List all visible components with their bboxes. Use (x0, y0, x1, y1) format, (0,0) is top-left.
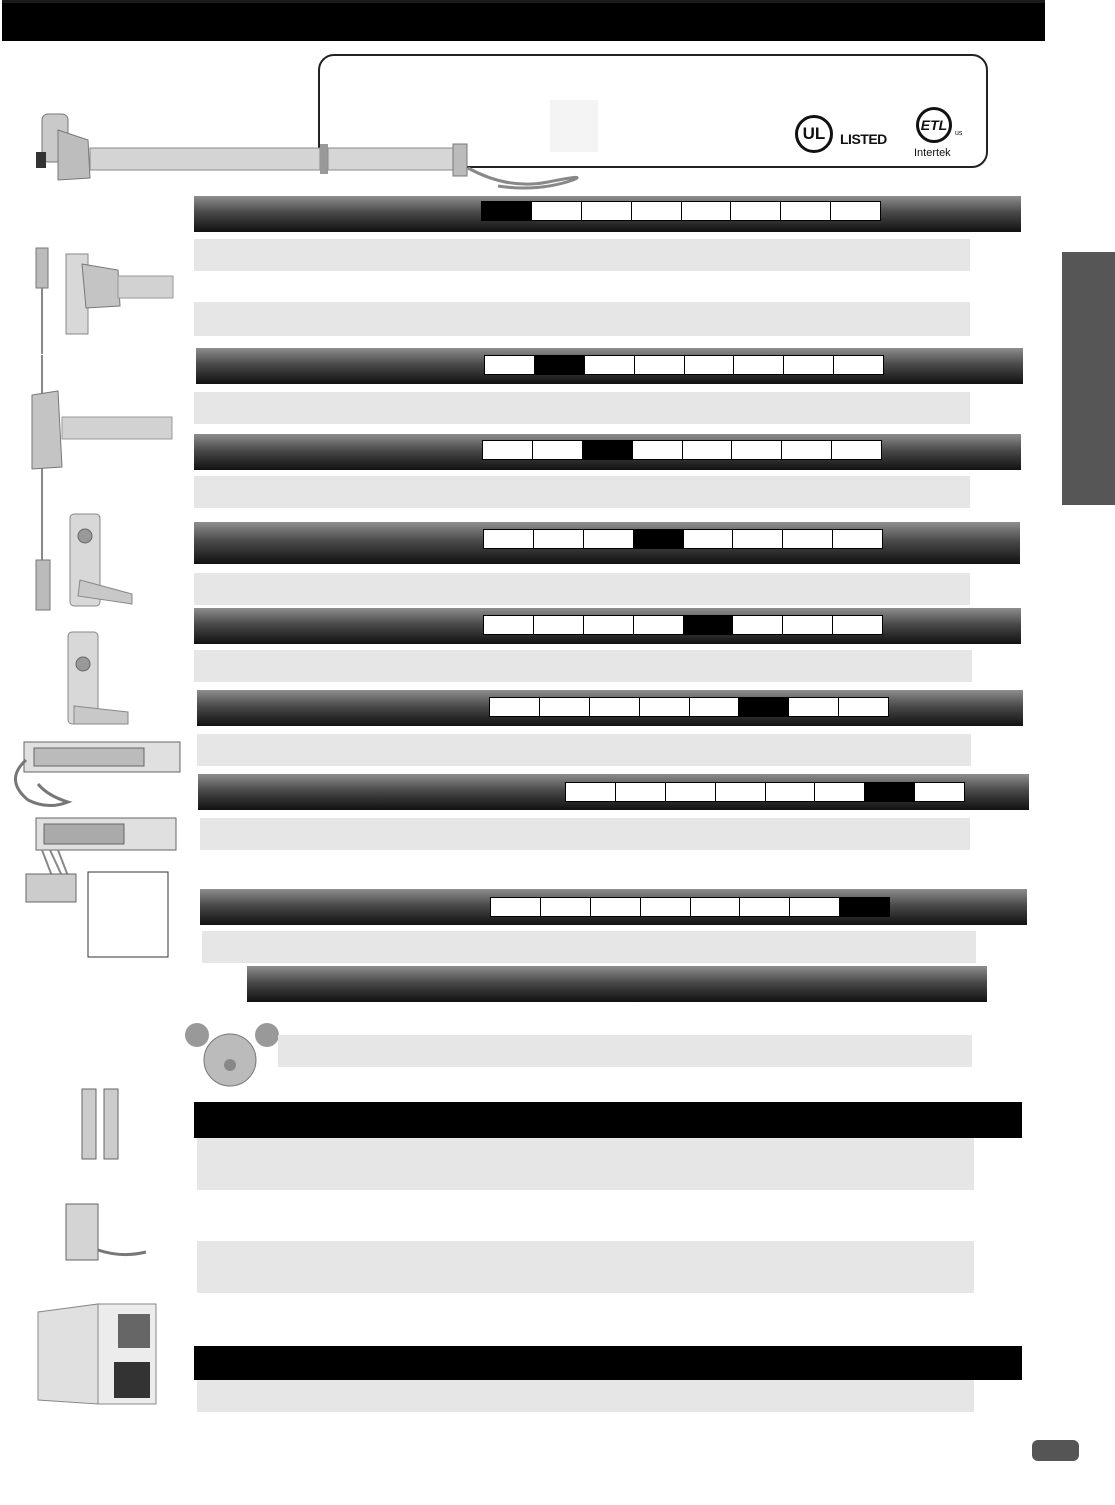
indicator-cell (834, 356, 883, 374)
indicator-cell (584, 530, 634, 548)
electric-hinge-image (62, 1200, 152, 1265)
indicator-strip-5 (483, 615, 883, 635)
indicator-cell (716, 783, 766, 801)
power-supply-image (34, 1300, 159, 1408)
ul-listed-text: LISTED (840, 131, 887, 147)
indicator-cell-active (684, 616, 734, 634)
indicator-cell-active (840, 898, 889, 916)
indicator-cell (590, 698, 640, 716)
indicator-cell (732, 441, 782, 459)
indicator-cell (635, 356, 685, 374)
indicator-cell-active (739, 698, 789, 716)
wiring-module-image (22, 816, 177, 961)
indicator-cell (789, 698, 839, 716)
indicator-strip-3 (482, 440, 882, 460)
indicator-cell (633, 441, 683, 459)
row-band (194, 392, 970, 424)
page-number-tab (1032, 1440, 1079, 1461)
indicator-cell (733, 616, 783, 634)
row-band (194, 239, 970, 271)
indicator-cell (833, 616, 882, 634)
indicator-cell (490, 698, 540, 716)
ul-logo: UL (795, 115, 833, 153)
header-bar (2, 0, 1045, 41)
section-bar-9 (247, 966, 987, 1002)
indicator-strip-1 (481, 201, 881, 221)
indicator-cell (616, 783, 666, 801)
indicator-cell (534, 530, 584, 548)
indicator-cell (534, 616, 584, 634)
indicator-cell (915, 783, 964, 801)
indicator-cell (766, 783, 816, 801)
indicator-cell (582, 202, 632, 220)
electric-hinge-pair-image (68, 1085, 138, 1163)
row-band (197, 1138, 974, 1190)
keyed-lever-trim-image (62, 510, 142, 610)
indicator-cell (666, 783, 716, 801)
row-band (278, 1035, 972, 1067)
indicator-cell (640, 698, 690, 716)
row-band (197, 1241, 974, 1293)
indicator-cell (683, 441, 733, 459)
indicator-cell (485, 356, 535, 374)
indicator-cell (484, 530, 534, 548)
cylinder-cam-image (175, 1005, 285, 1090)
indicator-cell (533, 441, 583, 459)
indicator-cell (790, 898, 840, 916)
side-chapter-tab (1062, 252, 1115, 505)
indicator-cell (783, 616, 833, 634)
etl-us-mark: us (955, 130, 963, 137)
indicator-cell-active (535, 356, 585, 374)
etl-logo: ETL (916, 107, 952, 143)
indicator-strip-4 (483, 529, 883, 549)
indicator-strip-6 (489, 697, 889, 717)
indicator-cell (831, 202, 880, 220)
indicator-cell (685, 356, 735, 374)
indicator-cell (634, 616, 684, 634)
row-band (194, 573, 970, 605)
electric-latch-module-image (8, 740, 183, 815)
indicator-cell (585, 356, 635, 374)
section-bar-11 (194, 1346, 1022, 1380)
indicator-cell (484, 616, 534, 634)
row-band (194, 476, 970, 508)
row-band (197, 734, 971, 766)
indicator-cell (839, 698, 888, 716)
exit-device-image (28, 100, 598, 195)
lever-trim-image (60, 628, 140, 728)
indicator-cell (832, 441, 881, 459)
indicator-cell-active (583, 441, 633, 459)
indicator-cell (483, 441, 533, 459)
mortise-exit-device-image (30, 244, 175, 354)
indicator-cell-active (634, 530, 684, 548)
row-band (194, 302, 970, 336)
indicator-cell (684, 530, 734, 548)
section-bar-10 (194, 1102, 1022, 1138)
indicator-cell (566, 783, 616, 801)
row-band (200, 818, 970, 850)
indicator-cell (740, 898, 790, 916)
row-band (194, 650, 972, 682)
indicator-strip-8 (490, 897, 890, 917)
indicator-cell (781, 202, 831, 220)
indicator-cell (784, 356, 834, 374)
indicator-cell (691, 898, 741, 916)
indicator-cell (540, 698, 590, 716)
indicator-cell (690, 698, 740, 716)
row-band (197, 1380, 974, 1412)
indicator-cell (782, 441, 832, 459)
indicator-strip-2 (484, 355, 884, 375)
intertek-caption: Intertek (914, 147, 951, 159)
indicator-cell (591, 898, 641, 916)
indicator-strip-7 (565, 782, 965, 802)
indicator-cell (541, 898, 591, 916)
indicator-cell-active (482, 202, 532, 220)
row-band (202, 931, 976, 963)
indicator-cell (815, 783, 865, 801)
indicator-cell (491, 898, 541, 916)
indicator-cell (532, 202, 582, 220)
indicator-cell (783, 530, 833, 548)
indicator-cell-active (865, 783, 915, 801)
indicator-cell (584, 616, 634, 634)
indicator-cell (682, 202, 732, 220)
indicator-cell (632, 202, 682, 220)
indicator-cell (833, 530, 882, 548)
indicator-cell (734, 356, 784, 374)
indicator-cell (641, 898, 691, 916)
indicator-cell (733, 530, 783, 548)
indicator-cell (731, 202, 781, 220)
